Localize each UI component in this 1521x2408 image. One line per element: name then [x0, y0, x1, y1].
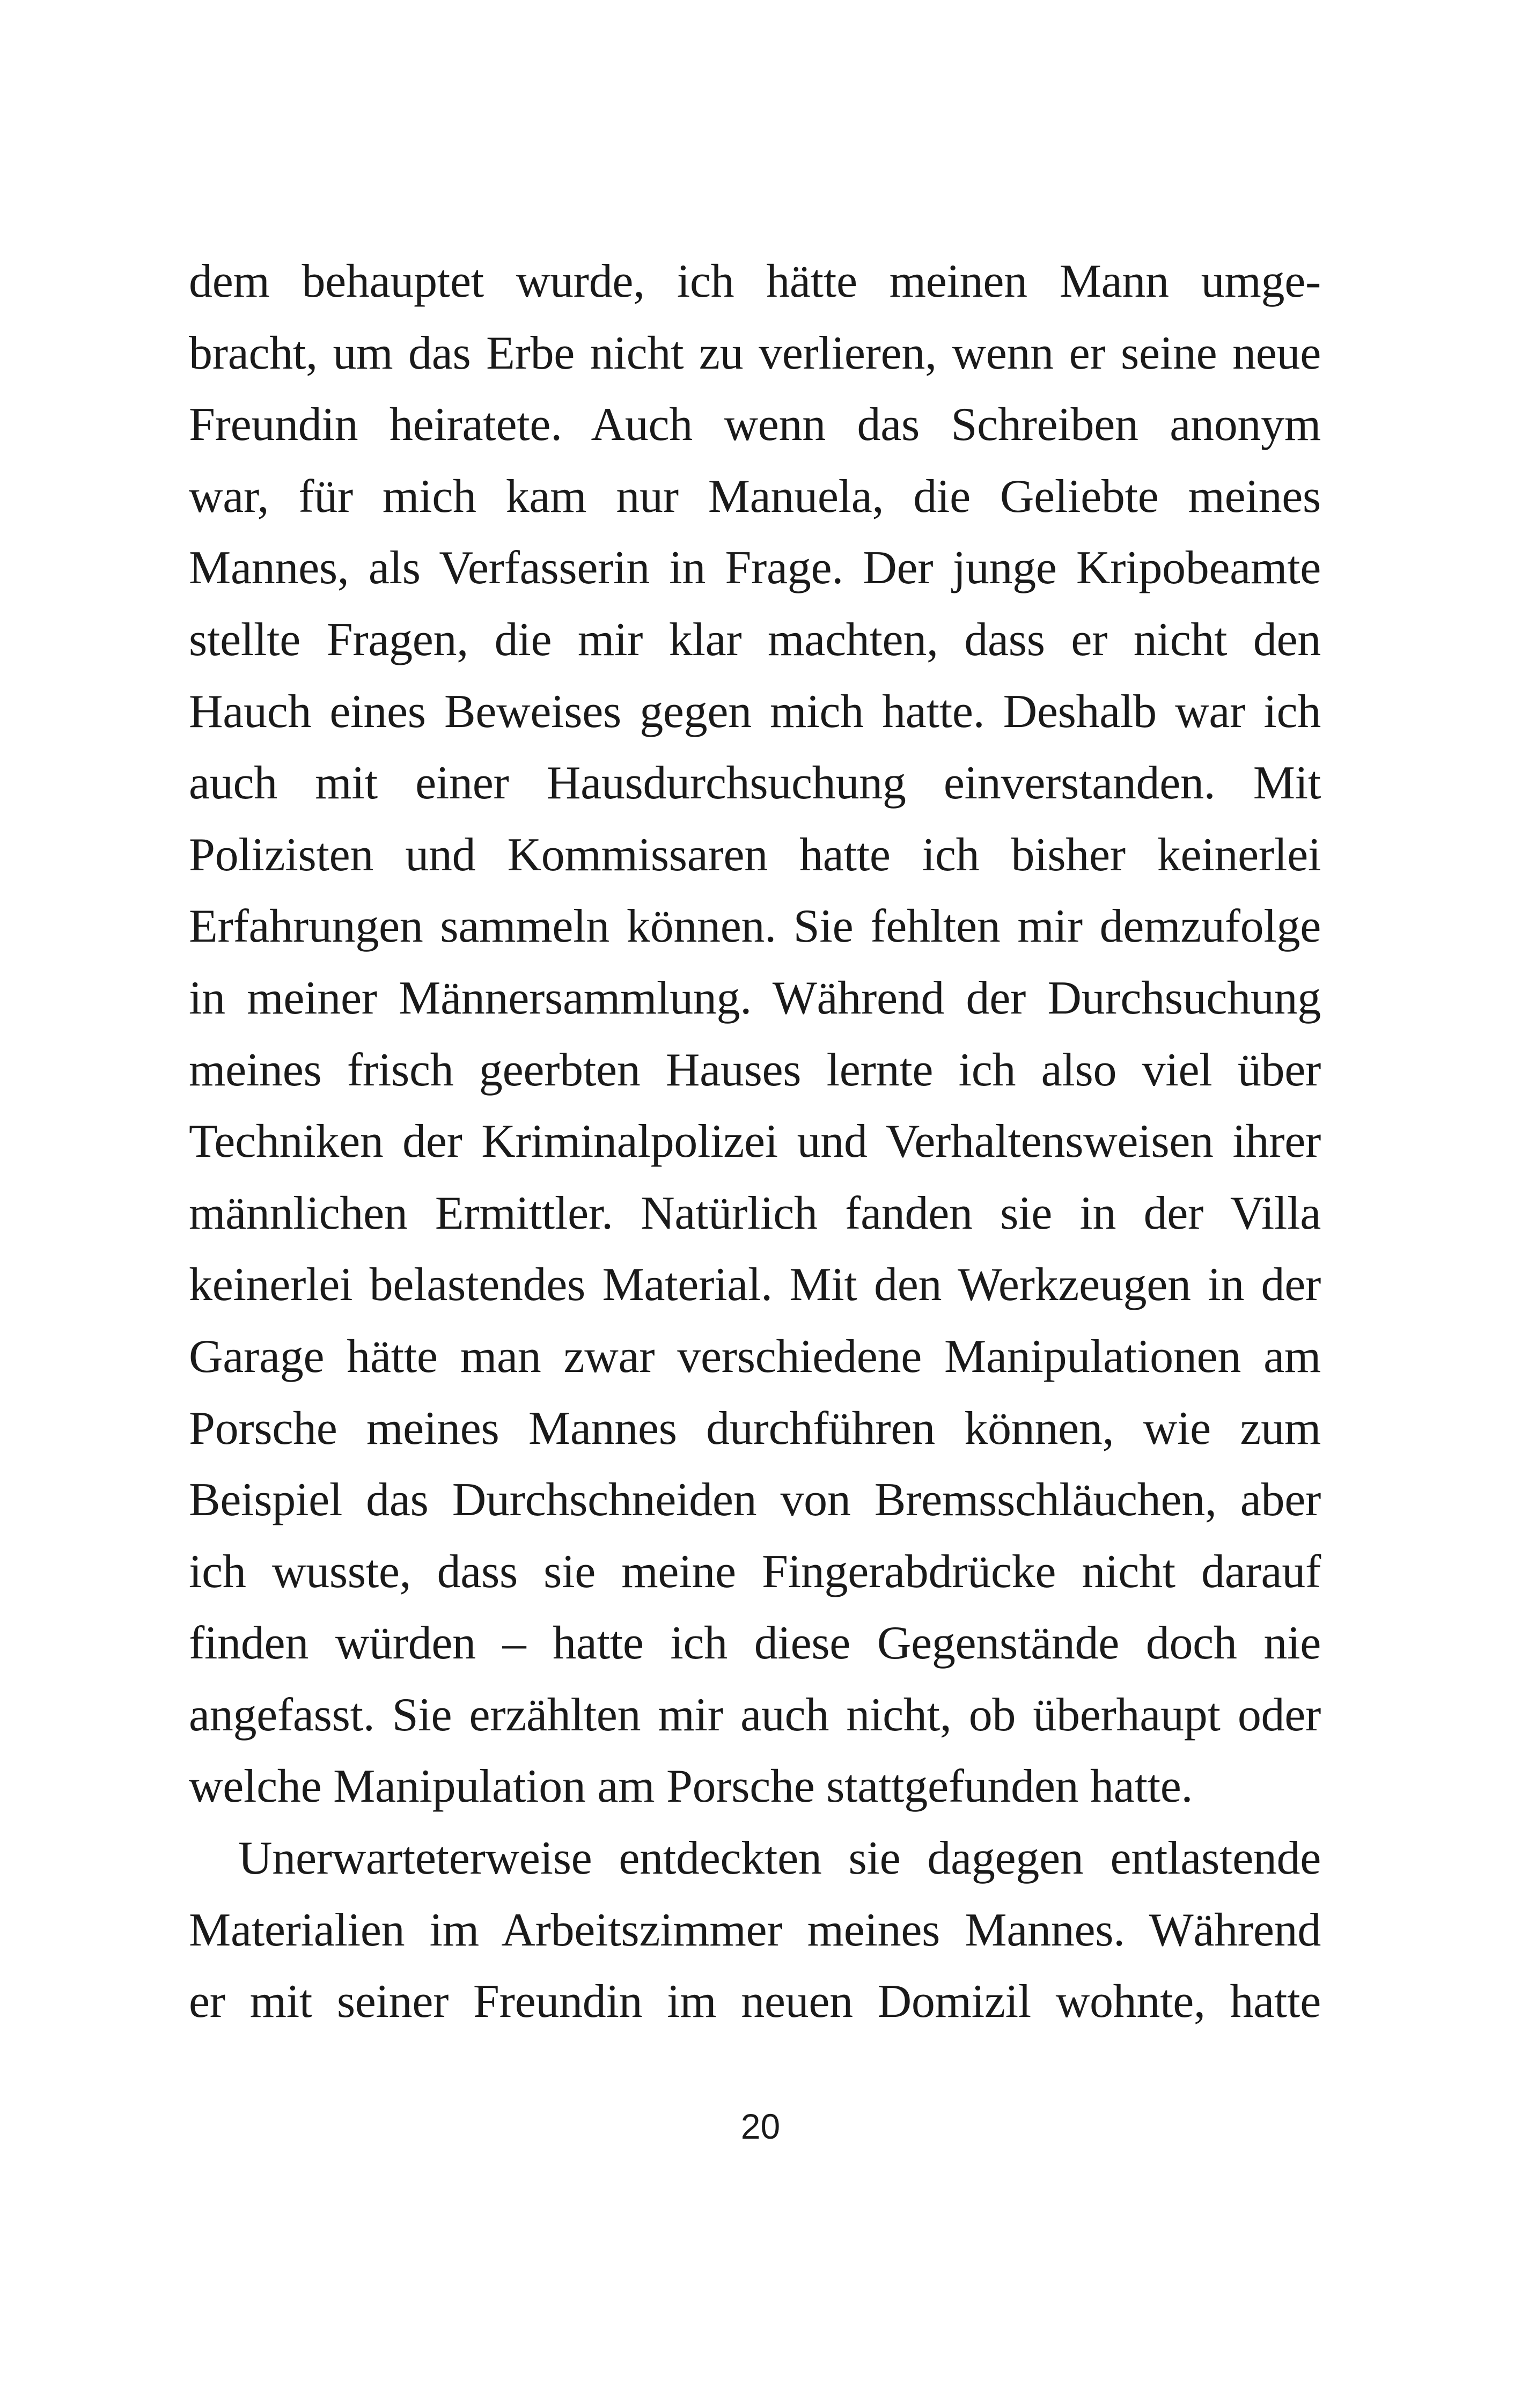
text-line: Mannes, als Verfasserin in Frage. Der junge Kripobeamte — [189, 542, 1321, 594]
text-line: Beispiel das Durchschneiden von Bremsschläuchen, aber — [189, 1474, 1321, 1526]
text-line: angefasst. Sie erzählten mir auch nicht, ob überhaupt oder — [189, 1688, 1321, 1741]
text-line: dem behauptet wurde, ich hätte meinen Mann umge- — [189, 255, 1321, 307]
text-line: männlichen Ermittler. Natürlich fanden sie in der Villa — [189, 1187, 1321, 1239]
text-line: meines frisch geerbten Hauses lernte ich also viel über — [189, 1044, 1321, 1096]
body-text — [189, 246, 1321, 2038]
text-line: keinerlei belastendes Material. Mit den Werkzeugen in der — [189, 1259, 1321, 1311]
text-line: Garage hätte man zwar verschiedene Manipulationen am — [189, 1330, 1321, 1383]
text-line: Techniken der Kriminalpolizei und Verhaltensweisen ihrer — [189, 1115, 1321, 1168]
text-line: Erfahrungen sammeln können. Sie fehlten mir demzufolge — [189, 900, 1321, 953]
text-line: er mit seiner Freundin im neuen Domizil wohnte, hatte — [189, 1976, 1321, 2028]
text-line: in meiner Männersammlung. Während der Durchsuchung — [189, 972, 1321, 1024]
text-line: ich wusste, dass sie meine Fingerabdrücke nicht darauf — [189, 1545, 1321, 1598]
page-number: 20 — [740, 2106, 781, 2146]
text-line: Hauch eines Beweises gegen mich hatte. Deshalb war ich — [189, 685, 1321, 738]
text-line: auch mit einer Hausdurchsuchung einverstanden. Mit — [189, 757, 1321, 810]
text-line: Porsche meines Mannes durchführen können, wie zum — [189, 1402, 1321, 1455]
text-line: finden würden – hatte ich diese Gegenstände doch nie — [189, 1617, 1321, 1670]
text-line: Freundin heiratete. Auch wenn das Schreiben anonym — [189, 399, 1321, 451]
paragraph — [189, 246, 1321, 1823]
text-line: Unerwarteterweise entdeckten sie dagegen entlastende — [238, 1832, 1321, 1885]
paragraph — [189, 1823, 1321, 2038]
text-line: bracht, um das Erbe nicht zu verlieren, wenn er seine neue — [189, 327, 1321, 379]
text-line: stellte Fragen, die mir klar machten, dass er nicht den — [189, 613, 1321, 666]
text-line: Materialien im Arbeitszimmer meines Mannes. Während — [189, 1904, 1321, 1956]
text-line: Polizisten und Kommissaren hatte ich bisher keinerlei — [189, 828, 1321, 881]
text-line: war, für mich kam nur Manuela, die Geliebte meines — [189, 470, 1321, 523]
text-line: welche Manipulation am Porsche stattgefunden hatte. — [189, 1760, 1193, 1813]
